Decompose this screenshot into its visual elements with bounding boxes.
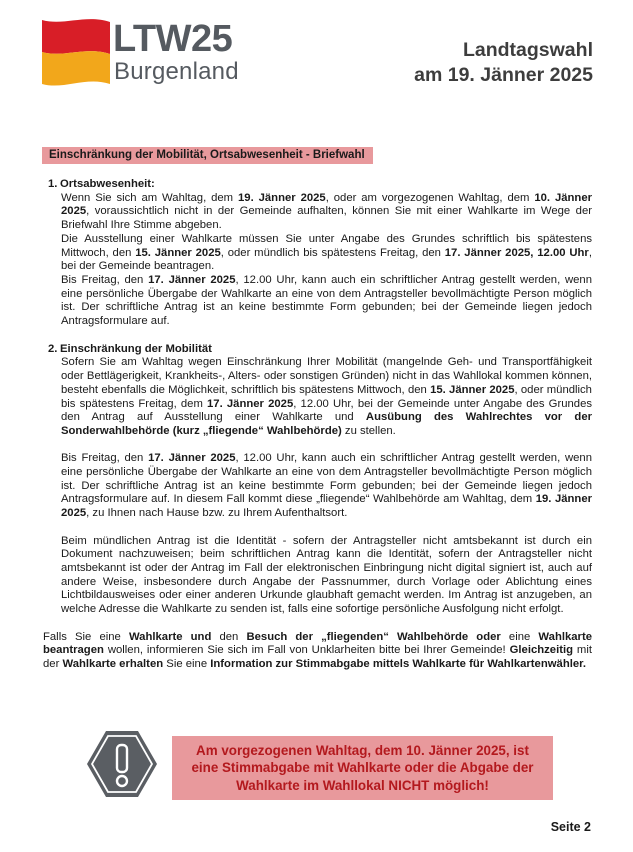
warning-box: [172, 736, 553, 800]
item-heading-text: Ortsabwesenheit:: [60, 178, 155, 190]
main-content: [43, 178, 592, 672]
page-header: [0, 0, 633, 110]
item-number: 1.: [48, 178, 58, 190]
paragraph: Beim mündlichen Antrag ist die Identität - sofern der Antragsteller nicht amtsbekannt ist durch ein Dokument nachzuweisen; beim schriftlichen Antrag kann die Identität, sofern der Antragsteller nicht amtsbekannt ist oder der Antrag im Fall der elektronischen Einbringung nicht digital signiert ist, auch auf andere Weise, insbesondere durch Angabe der Passnummer, durch Vorlage oder Ablichtung eines Lichtbildausweises oder einer anderen Urkunde glaubhaft gemacht werden. Im Antrag ist anzugeben, an welche Adresse die Wahlkarte zu senden ist, falls eine sofortige persönliche Ausfolgung nicht erfolgt.: [61, 534, 592, 616]
title-line-1: Landtagswahl: [462, 39, 593, 61]
item-body: [61, 356, 592, 616]
warning-text: Am vorgezogenen Wahltag, dem 10. Jänner 2025, ist eine Stimmabgabe mit Wahlkarte oder die Abgabe der Wahlkarte im Wahllokal NICHT möglich!: [191, 742, 534, 793]
paragraph: Bis Freitag, den 17. Jänner 2025, 12.00 Uhr, kann auch ein schriftlicher Antrag gestellt werden, wenn eine persönliche Übergabe der Wahlkarte an eine von dem Antragsteller bevollmächtigte Person möglich ist. Der schriftliche Antrag ist an keine bestimmte Form gebunden; bei der Gemeinde liegen jedoch Antragsformulare auf. In diesem Fall kommt diese „fliegende“ Wahlbehörde am Wahltag, dem 19. Jänner 2025, zu Ihnen nach Hause bzw. zu Ihrem Aufenthaltsort.: [61, 452, 592, 520]
list-item-ortsabwesenheit: [43, 178, 592, 329]
burgenland-flag-icon: [42, 18, 110, 88]
logo-burgenland: Burgenland: [114, 58, 239, 85]
item-heading-text: Einschränkung der Mobilität: [60, 342, 212, 355]
logo-ltw25: LTW25: [113, 18, 233, 60]
page-number: Seite 2: [550, 820, 591, 834]
item-number: 2.: [48, 342, 58, 355]
page-title: [414, 38, 593, 89]
item-heading: [48, 178, 592, 192]
warning-icon: [86, 729, 158, 799]
paragraph: Bis Freitag, den 17. Jänner 2025, 12.00 Uhr, kann auch ein schriftlicher Antrag gestellt werden, wenn eine persönliche Übergabe der Wahlkarte an eine von dem Antragsteller bevollmächtigte Person möglich ist. Der schriftliche Antrag ist an keine bestimmte Form gebunden; bei der Gemeinde liegen jedoch Antragsformulare auf.: [61, 273, 592, 328]
paragraph: Wenn Sie sich am Wahltag, dem 19. Jänner 2025, oder am vorgezogenen Wahltag, dem 10. Jänner 2025, voraussichtlich nicht in der Gemeinde aufhalten, können Sie mit einer Wahlkarte im Wege der Briefwahl Ihre Stimme abgeben.: [61, 191, 593, 232]
item-body: [61, 192, 592, 329]
paragraph: Die Ausstellung einer Wahlkarte müssen Sie unter Angabe des Grundes schriftlich bis spätestens Mittwoch, den 15. Jänner 2025, oder mündlich bis spätestens Freitag, den 17. Jänner 2025, 12.00 Uhr, bei der Gemeinde beantragen.: [61, 232, 592, 273]
item-heading: [48, 343, 592, 357]
closing-paragraph: Falls Sie eine Wahlkarte und den Besuch der „fliegenden“ Wahlbehörde oder eine Wahlkarte beantragen wollen, informieren Sie sich im Fall von Unklarheiten bitte bei Ihrer Gemeinde! Gleichzeitig mit der Wahlkarte erhalten Sie eine Information zur Stimmabgabe mittels Wahlkarte für Wahlkartenwähler.: [43, 630, 592, 671]
title-line-2: am 19. Jänner 2025: [414, 64, 593, 87]
paragraph: Sofern Sie am Wahltag wegen Einschränkung Ihrer Mobilität (mangelnde Geh- und Transportfähigkeit oder Bettlägerigkeit, Krankheits-, Alters- oder sonstigen Gründen) nicht in das Wahllokal kommen können, besteht ebenfalls die Möglichkeit, schriftlich bis spätestens Mittwoch, den 15. Jänner 2025, oder mündlich bis spätestens Freitag, dem 17. Jänner 2025, 12.00 Uhr, bei der Gemeinde unter Angabe des Grundes den Antrag auf Ausstellung einer Wahlkarte und Ausübung des Wahlrechtes vor der Sonderwahlbehörde (kurz „fliegende“ Wahlbehörde) zu stellen.: [61, 356, 592, 437]
section-title: Einschränkung der Mobilität, Ortsabwesenheit - Briefwahl: [42, 147, 373, 164]
list-item-mobilitaet: [43, 343, 592, 617]
